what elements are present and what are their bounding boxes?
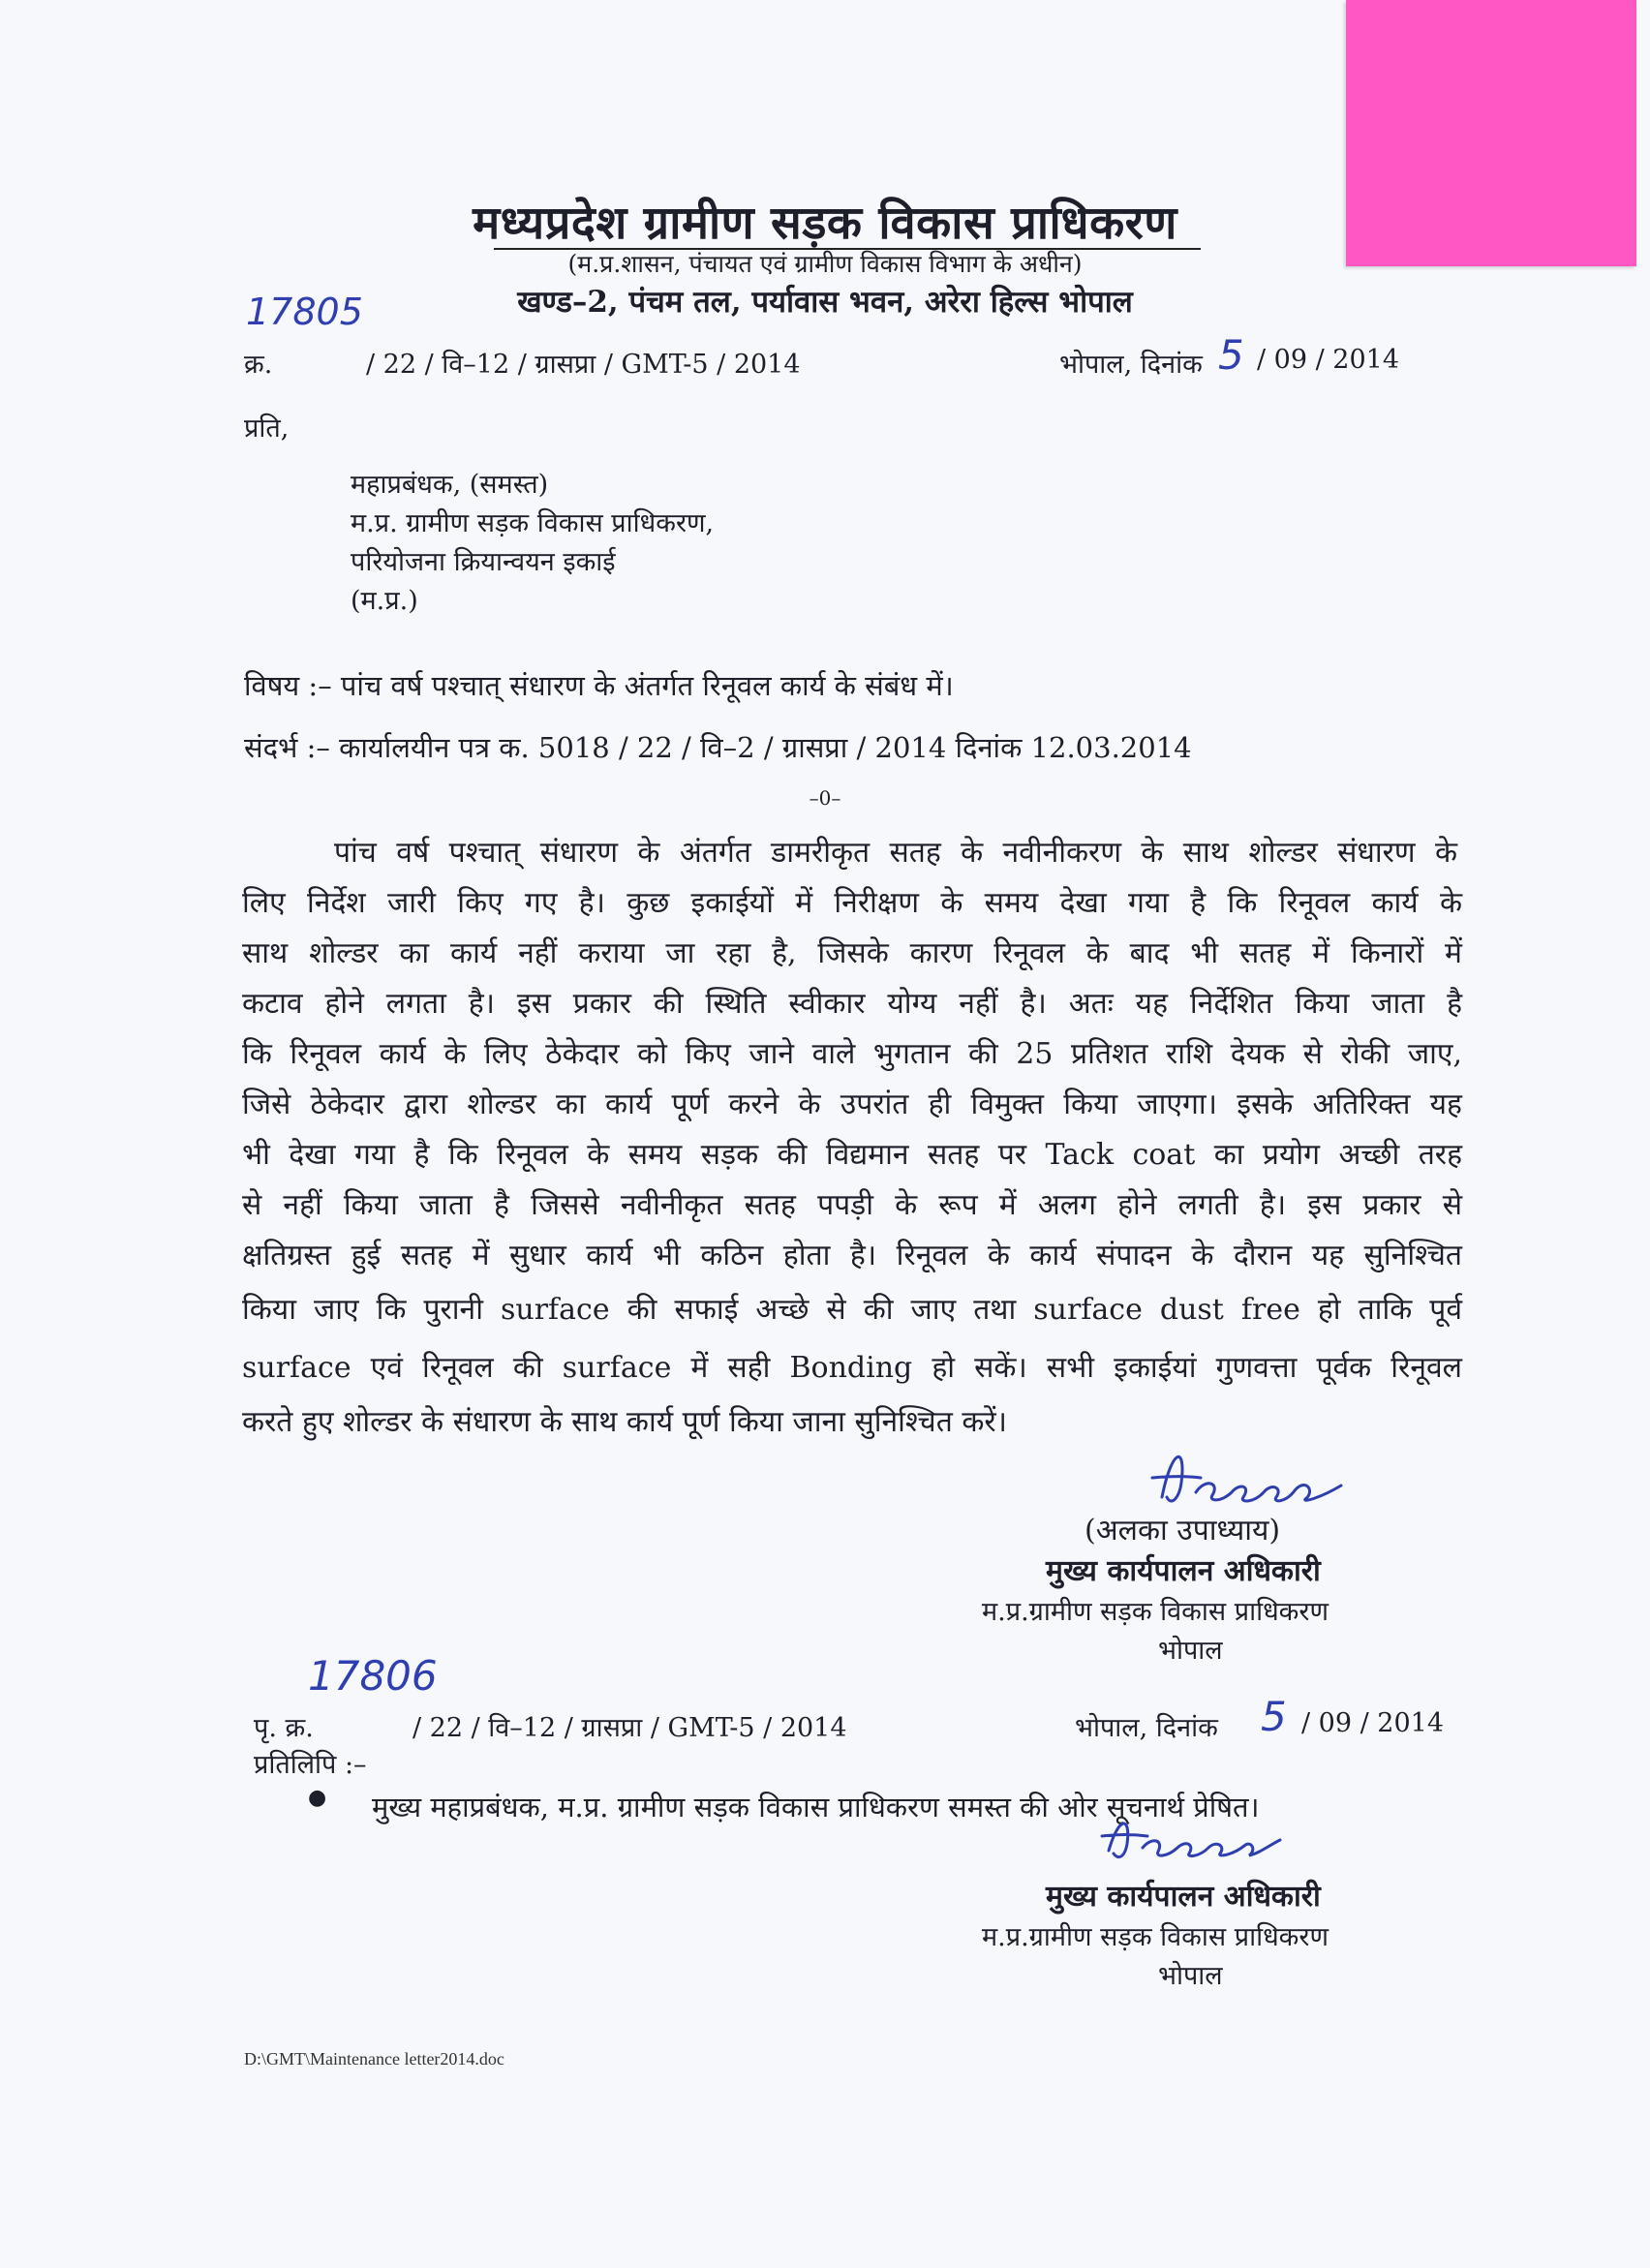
copy-label: प्रतिलिपि :– (254, 1750, 367, 1780)
copy-signatory-city: भोपाल (1158, 1961, 1223, 1991)
body-line: साथ शोल्डर का कार्य नहीं कराया जा रहा है, जिसके कारण रिनूवल के बाद भी सतह में किनारों में (242, 936, 1462, 970)
separator: –0– (809, 786, 841, 810)
body-line: भी देखा गया है कि रिनूवल के समय सड़क की विद्यमान सतह पर Tack coat का प्रयोग अच्छी तरह (242, 1138, 1462, 1172)
copy-date-rest: / 09 / 2014 (1301, 1708, 1445, 1738)
signatory-title: मुख्य कार्यपालन अधिकारी (1046, 1554, 1321, 1588)
body-line: किया जाए कि पुरानी surface की सफाई अच्छे से की जाए तथा surface dust free हो ताकि पूर्व (242, 1293, 1462, 1327)
body-line: जिसे ठेकेदार द्वारा शोल्डर का कार्य पूर्ण करने के उपरांत ही विमुक्त किया जाएगा। इसके अतिरिक्त यह (242, 1088, 1462, 1121)
recipient-line: परियोजना क्रियान्वयन इकाई (351, 547, 616, 577)
copy-ref-prefix: पृ. क्र. (254, 1713, 314, 1743)
to-label: प्रति, (244, 414, 290, 444)
body-line: से नहीं किया जाता है जिससे नवीनीकृत सतह पपड़ी के रूप में अलग होने लगती है। इस प्रकार से (242, 1188, 1462, 1222)
handwritten-copy-number: 17806 (308, 1652, 438, 1700)
copy-ref-number: / 22 / वि–12 / ग्रासप्रा / GMT-5 / 2014 (412, 1713, 847, 1743)
body-line: पांच वर्ष पश्चात् संधारण के अंतर्गत डामरीकृत सतह के नवीनीकरण के साथ शोल्डर संधारण के (334, 836, 1457, 870)
org-subtitle: (म.प्र.शासन, पंचायत एवं ग्रामीण विकास विभाग के अधीन) (567, 250, 1083, 278)
bullet-icon: ● (308, 1786, 327, 1810)
copy-recipient: मुख्य महाप्रबंधक, म.प्र. ग्रामीण सड़क विकास प्राधिकरण समस्त की ओर सूचनार्थ प्रेषित। (372, 1791, 1260, 1824)
signatory-name: (अलका उपाध्याय) (1085, 1514, 1281, 1548)
body-line: क्षतिग्रस्त हुई सतह में सुधार कार्य भी कठिन होता है। रिनूवल के कार्य संपादन के दौरान यह सुनिश्चित (242, 1239, 1462, 1272)
recipient-line: म.प्र. ग्रामीण सड़क विकास प्राधिकरण, (351, 508, 715, 538)
ref-number: / 22 / वि–12 / ग्रासप्रा / GMT-5 / 2014 (366, 350, 801, 380)
copy-date-prefix: भोपाल, दिनांक (1075, 1713, 1218, 1743)
ref-prefix: क्र. (244, 350, 273, 380)
org-title: मध्यप्रदेश ग्रामीण सड़क विकास प्राधिकरण (473, 197, 1177, 250)
body-line: surface एवं रिनूवल की surface में सही Bonding हो सकें। सभी इकाईयां गुणवत्ता पूर्वक रिनूवल (242, 1351, 1462, 1385)
copy-signature-image (1094, 1807, 1288, 1875)
file-path: D:\GMT\Maintenance letter2014.doc (244, 2049, 504, 2069)
date-prefix: भोपाल, दिनांक (1059, 350, 1203, 380)
copy-signatory-org: म.प्र.ग्रामीण सड़क विकास प्राधिकरण (982, 1922, 1329, 1952)
copy-handwritten-date-day: 5 (1261, 1693, 1287, 1740)
signatory-org: म.प्र.ग्रामीण सड़क विकास प्राधिकरण (982, 1597, 1329, 1627)
recipient-line: महाप्रबंधक, (समस्त) (351, 470, 549, 500)
org-address: खण्ड–2, पंचम तल, पर्यावास भवन, अरेरा हिल्स भोपाल (517, 285, 1133, 320)
recipient-line: (म.प्र.) (351, 586, 418, 616)
body-line: कि रिनूवल कार्य के लिए ठेकेदार को किए जाने वाले भुगतान की 25 प्रतिशत राशि देयक से रोकी जाए, (242, 1037, 1462, 1071)
body-line: करते हुए शोल्डर के संधारण के साथ कार्य पूर्ण किया जाना सुनिश्चित करें। (242, 1405, 1008, 1439)
date-rest: / 09 / 2014 (1257, 345, 1400, 375)
body-line: कटाव होने लगता है। इस प्रकार की स्थिति स्वीकार योग्य नहीं है। अतः यह निर्देशित किया जाता है (242, 987, 1462, 1021)
subject-line: विषय :– पांच वर्ष पश्चात् संधारण के अंतर्गत रिनूवल कार्य के संबंध में। (244, 669, 954, 702)
body-line: लिए निर्देश जारी किए गए है। कुछ इकाईयों में निरीक्षण के समय देखा गया है कि रिनूवल कार्य के (242, 886, 1462, 920)
signatory-city: भोपाल (1158, 1636, 1223, 1666)
reference-line: संदर्भ :– कार्यालयीन पत्र क. 5018 / 22 / वि–2 / ग्रासप्रा / 2014 दिनांक 12.03.2014 (244, 731, 1192, 764)
copy-signatory-title: मुख्य कार्यपालन अधिकारी (1046, 1880, 1321, 1914)
handwritten-date-day: 5 (1218, 331, 1244, 379)
handwritten-letter-number: 17805 (246, 291, 363, 333)
